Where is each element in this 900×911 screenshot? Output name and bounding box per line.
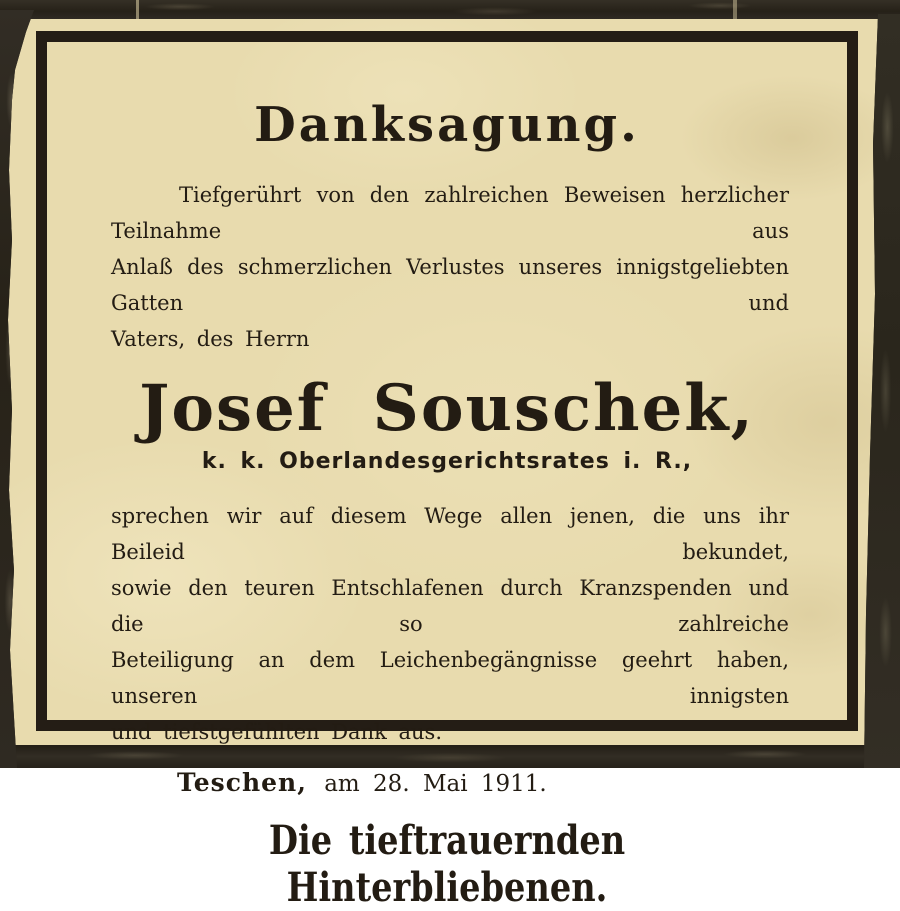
dateline — [47, 768, 847, 797]
deceased-title: k. k. Oberlandesgerichtsrates i. R., — [201, 449, 693, 475]
body-paragraph — [47, 498, 847, 750]
scan-edge-right — [864, 14, 900, 768]
notice-frame — [36, 31, 858, 911]
body-line-2: sowie den teuren Entschlafenen durch Kranzspenden und die so zahlreiche — [111, 576, 789, 637]
scan-edge-left — [0, 10, 34, 768]
scan-edge-top — [0, 0, 900, 19]
intro-paragraph — [47, 177, 847, 357]
notice-content — [47, 42, 847, 911]
notice-title: Danksagung. — [254, 97, 640, 153]
body-line-1: sprechen wir auf diesem Wege allen jenen, die uns ihr Beileid bekundet, — [111, 504, 789, 565]
signature-line: Die tieftrauernden Hinterbliebenen. — [268, 817, 626, 911]
body-line-3: Beteiligung an dem Leichenbegängnisse geehrt haben, unseren innigsten — [111, 648, 789, 709]
intro-line-3: Vaters, des Herrn — [111, 327, 310, 352]
deceased-name: Josef Souschek, — [139, 371, 755, 447]
intro-line-1: Tiefgerührt von den zahlreichen Beweisen herzlicher Teilnahme aus — [111, 183, 789, 244]
body-line-4: und tiefstgefühlten Dank aus. — [111, 720, 442, 745]
intro-line-2: Anlaß des schmerzlichen Verlustes unseres innigstgeliebten Gatten und — [111, 255, 789, 316]
dateline-date: am 28. Mai 1911. — [324, 771, 547, 798]
dateline-place: Teschen, — [177, 768, 307, 798]
